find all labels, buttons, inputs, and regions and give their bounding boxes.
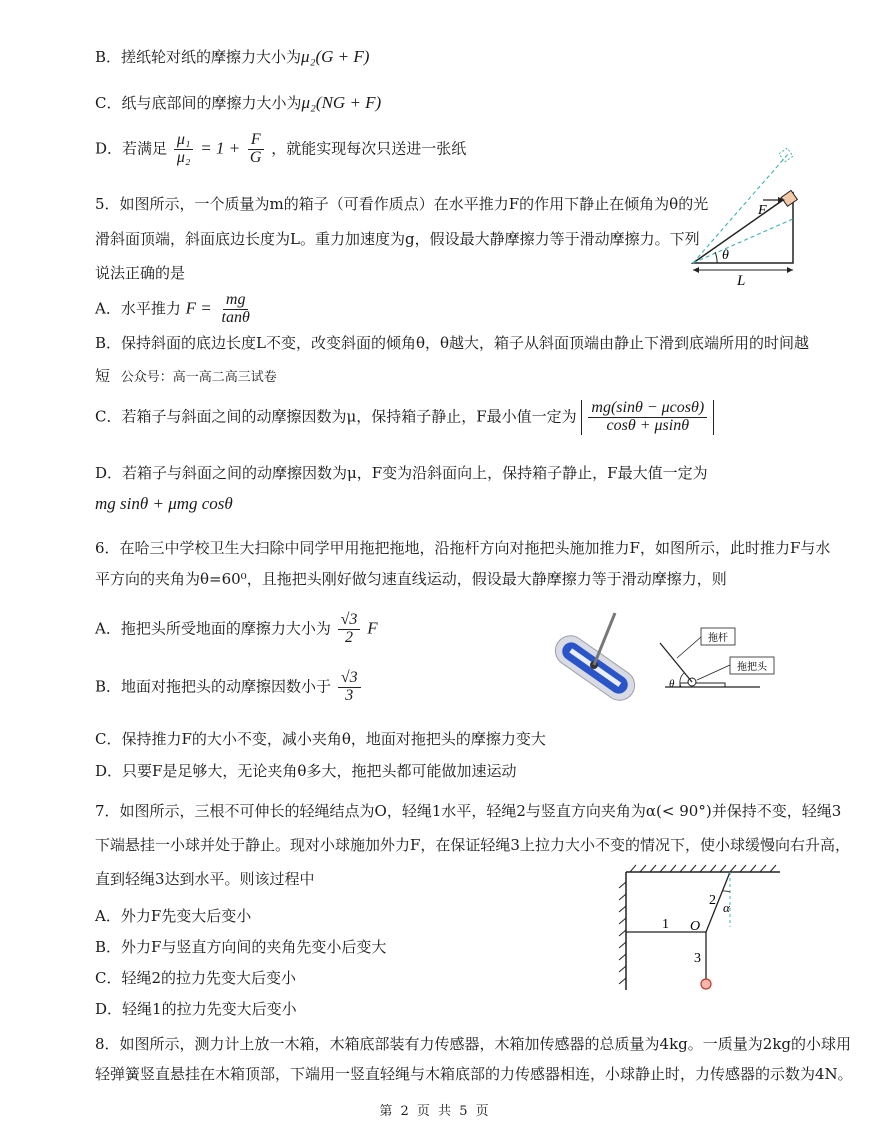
q6-option-d: D．只要F是足够大，无论夹角θ多大，拖把头都可能做加速运动 bbox=[95, 762, 517, 780]
q4-option-d-frac2: $\frac{F}{G}$ bbox=[247, 132, 265, 167]
q5-option-d-line2: mg sinθ + μmg cosθ bbox=[95, 494, 233, 513]
q5-dim-arrow-right bbox=[787, 267, 793, 273]
q7-label-O: O bbox=[690, 919, 701, 934]
q4-option-d: D．若满足 $\frac{\text{μ₁}}{\text{μ₂}}$ = 1 + $\frac{F}{G}$ ，就能实现每次只送进一张纸 bbox=[95, 131, 467, 166]
q4-option-c: C．纸与底部间的摩擦力大小为μ₂(NG + F) bbox=[95, 93, 382, 112]
q7-stem-line2: 下端悬挂一小球并处于静止。现对小球施加外力F，在保证轻绳3上拉力大小不变的情况下，使小球缓慢向右升高， bbox=[95, 836, 850, 854]
q6-option-c: C．保持推力F的大小不变，减小夹角θ，地面对拖把头的摩擦力变大 bbox=[95, 730, 546, 748]
q5-label-theta: θ bbox=[722, 248, 729, 263]
q7-wall-hatch bbox=[619, 882, 626, 984]
q6-option-b-frac: $\frac{√3}{3}$ bbox=[338, 670, 361, 705]
q6-rod-leader bbox=[677, 637, 701, 658]
q5-incline-triangle bbox=[693, 193, 793, 263]
q5-option-a: A．水平推力 F = $\frac{mg}{\tan\theta}$ bbox=[95, 292, 255, 327]
q5-dim-arrow-left bbox=[693, 267, 699, 273]
q5-angle-arc bbox=[715, 252, 717, 263]
q5-label-L: L bbox=[737, 273, 746, 288]
q6-label-rod: 拖杆 bbox=[708, 633, 728, 644]
q7-label-2: 2 bbox=[709, 893, 716, 908]
q6-label-theta: θ bbox=[669, 678, 675, 690]
q6-angle-arc bbox=[680, 673, 684, 687]
q7-option-d: D．轻绳1的拉力先变大后变小 bbox=[95, 1000, 297, 1018]
q5-stem-line1: 5．如图所示，一个质量为m的箱子（可看作质点）在水平推力F的作用下静止在倾角为θ的光 bbox=[95, 195, 709, 213]
q7-label-alpha: α bbox=[723, 900, 730, 915]
q8-stem-line2: 轻弹簧竖直悬挂在木箱顶部，下端用一竖直轻绳与木箱底部的力传感器相连，小球静止时，力传感器的示数为4N。 bbox=[95, 1065, 853, 1083]
q5-label-F: F bbox=[758, 203, 767, 218]
q5-option-b-line2: 短 公众号：高一高二高三试卷 bbox=[95, 367, 277, 385]
q7-stem-line1: 7．如图所示，三根不可伸长的轻绳结点为O，轻绳1水平，轻绳2与竖直方向夹角为α(< 90°)并保持不变，轻绳3 bbox=[95, 802, 842, 820]
q8-stem-line1: 8．如图所示，测力计上放一木箱，木箱底部装有力传感器，木箱加传感器的总质量为4kg。一质量为2kg的小球用 bbox=[95, 1035, 852, 1053]
q4-option-c-math: μ₂(NG + F) bbox=[301, 93, 382, 112]
q4-option-d-frac1: $\frac{\text{μ₁}}{\text{μ₂}}$ bbox=[174, 132, 194, 167]
q6-mop-diagram bbox=[655, 625, 780, 700]
q5-stem-line3: 说法正确的是 bbox=[95, 264, 186, 282]
q5-stem-line2: 滑斜面顶端，斜面底边长度为L。重力加速度为g，假设最大静摩擦力等于滑动摩擦力。下列 bbox=[95, 230, 700, 248]
q5-option-d-line1: D．若箱子与斜面之间的动摩擦因数为μ，F变为沿斜面向上，保持箱子静止，F最大值一定为 bbox=[95, 464, 708, 482]
q7-stem-line3: 直到轻绳3达到水平。则该过程中 bbox=[95, 870, 315, 888]
q7-ceiling-hatch bbox=[630, 865, 776, 872]
page-footer: 第 2 页 共 5 页 bbox=[379, 1104, 491, 1119]
q6-option-b: B．地面对拖把头的动摩擦因数小于 $\frac{√3}{3}$ bbox=[95, 670, 363, 705]
q7-rope-figure bbox=[612, 862, 792, 997]
q6-mop-photo bbox=[545, 608, 645, 708]
q5-option-a-frac: $\frac{mg}{\tan\theta}$ bbox=[221, 291, 250, 326]
q5-box bbox=[781, 190, 797, 206]
q5-incline-figure bbox=[685, 148, 805, 288]
q7-label-1: 1 bbox=[662, 917, 669, 932]
q5-dashed-line-upper bbox=[693, 153, 789, 263]
q6-head-leader bbox=[697, 665, 730, 680]
q5-dashed-box bbox=[779, 148, 793, 162]
q6-stem-line2: 平方向的夹角为θ=60⁰，且拖把头刚好做匀速直线运动，假设最大静摩擦力等于滑动摩擦力，则 bbox=[95, 570, 727, 588]
q7-option-b: B．外力F与竖直方向间的夹角先变小后变大 bbox=[95, 938, 387, 956]
q5-dashed-line-lower bbox=[693, 218, 795, 263]
q4-option-b-math: μ₂(G + F) bbox=[301, 47, 370, 66]
q7-option-c: C．轻绳2的拉力先变大后变小 bbox=[95, 969, 297, 987]
q6-stem-line1: 6．在哈三中学校卫生大扫除中同学甲用拖把拖地，沿拖杆方向对拖把头施加推力F，如图所示，此时推力F与水 bbox=[95, 539, 831, 557]
q7-label-3: 3 bbox=[694, 951, 701, 966]
q5-watermark: 公众号：高一高二高三试卷 bbox=[120, 369, 277, 384]
q6-option-a: A．拖把头所受地面的摩擦力大小为 $\frac{√3}{2}$ F bbox=[95, 611, 378, 646]
q5-option-c: C．若箱子与斜面之间的动摩擦因数为μ，保持箱子静止，F最小值一定为 $\frac{mg(\sin\theta - \mu\cos\theta)}{\cos\theta + \mu\sin\theta}$ bbox=[95, 400, 714, 435]
q4-option-b: B．搓纸轮对纸的摩擦力大小为μ₂(G + F) bbox=[95, 47, 370, 66]
q5-option-b-line1: B．保持斜面的底边长度L不变，改变斜面的倾角θ，θ越大，箱子从斜面顶端由静止下滑到底端所用的时间越 bbox=[95, 334, 810, 352]
q5-option-c-abs: $\frac{mg(\sin\theta - \mu\cos\theta)}{\cos\theta + \mu\sin\theta}$ bbox=[581, 400, 714, 435]
q7-option-a: A．外力F先变大后变小 bbox=[95, 907, 252, 925]
q6-option-a-frac: $\frac{√3}{2}$ bbox=[338, 612, 361, 647]
q6-label-head: 拖把头 bbox=[737, 662, 767, 673]
q7-ball bbox=[701, 979, 711, 989]
q7-alpha-arc bbox=[722, 891, 730, 892]
